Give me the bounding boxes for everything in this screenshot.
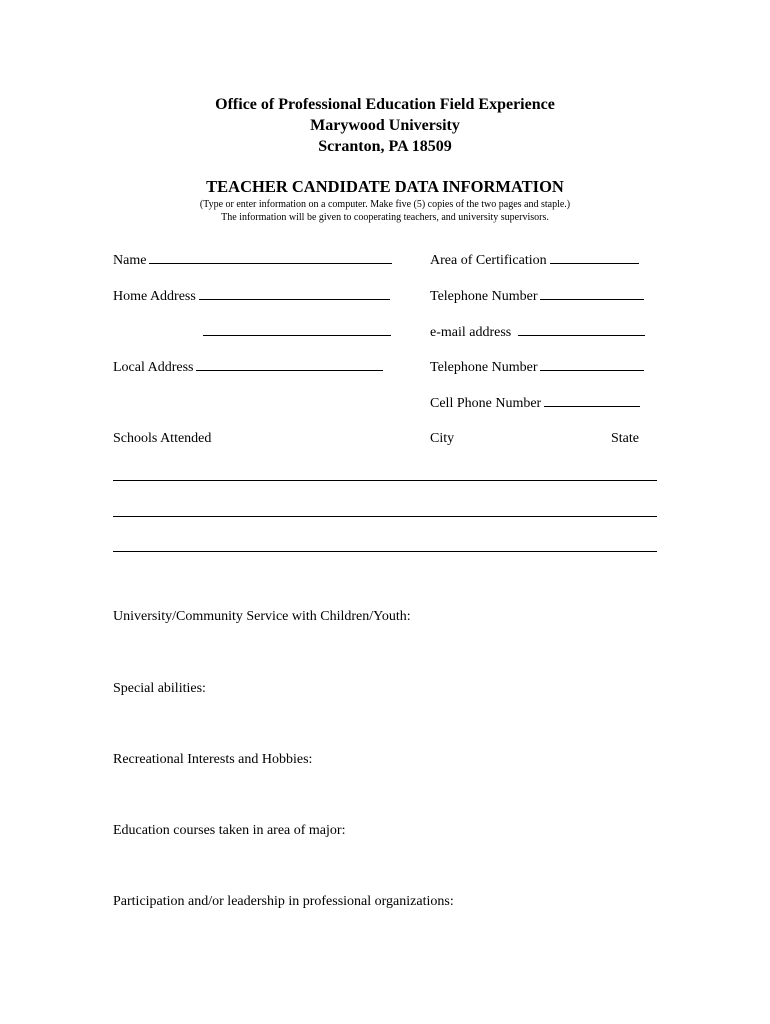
local-address-input-line[interactable]: [196, 358, 383, 371]
area-of-certification-input-line[interactable]: [550, 251, 639, 264]
cell-phone-number-label: Cell Phone Number: [430, 396, 542, 411]
name-label: Name: [113, 253, 147, 268]
email-address-input-line[interactable]: [518, 323, 645, 336]
telephone-number-input-line-2[interactable]: [540, 358, 644, 371]
schools-attended-line-2[interactable]: [113, 516, 657, 517]
community-service-label: University/Community Service with Children/Youth:: [113, 609, 411, 624]
cell-phone-number-input-line[interactable]: [544, 394, 640, 407]
telephone-number-label-2: Telephone Number: [430, 360, 538, 375]
schools-attended-label: Schools Attended: [113, 431, 212, 446]
area-of-certification-label: Area of Certification: [430, 253, 547, 268]
schools-attended-line-3[interactable]: [113, 551, 657, 552]
home-address-field[interactable]: [113, 287, 390, 306]
home-address-line-2-input[interactable]: [203, 323, 391, 336]
office-name: Office of Professional Education Field Experience: [215, 96, 555, 113]
schools-attended-line-1[interactable]: [113, 480, 657, 481]
telephone-number-input-line-1[interactable]: [540, 287, 644, 300]
name-field[interactable]: [113, 251, 392, 270]
education-courses-label: Education courses taken in area of major:: [113, 823, 346, 838]
recreational-interests-label: Recreational Interests and Hobbies:: [113, 752, 313, 767]
home-address-input-line[interactable]: [199, 287, 390, 300]
home-address-line-2[interactable]: [203, 323, 391, 342]
name-input-line[interactable]: [149, 251, 392, 264]
special-abilities-label: Special abilities:: [113, 681, 206, 696]
university-name: Marywood University: [310, 117, 460, 134]
university-location: Scranton, PA 18509: [318, 138, 452, 155]
area-of-certification-field[interactable]: [430, 251, 639, 270]
form-title: TEACHER CANDIDATE DATA INFORMATION: [206, 177, 564, 196]
professional-organizations-label: Participation and/or leadership in professional organizations:: [113, 894, 454, 909]
instructions-note: (Type or enter information on a computer. Make five (5) copies of the two pages and staple.): [199, 199, 571, 210]
state-label: State: [611, 431, 639, 446]
local-address-field[interactable]: [113, 358, 383, 377]
city-label: City: [430, 431, 455, 446]
letterhead: [0, 94, 770, 157]
home-address-label: Home Address: [113, 289, 196, 304]
distribution-note: The information will be given to cooperating teachers, and university supervisors.: [221, 212, 549, 223]
email-address-label: e-mail address: [430, 325, 512, 340]
telephone-number-field-2[interactable]: [430, 358, 644, 377]
telephone-number-field-1[interactable]: [430, 287, 644, 306]
email-address-field[interactable]: [430, 323, 645, 342]
local-address-label: Local Address: [113, 360, 194, 375]
cell-phone-number-field[interactable]: [430, 394, 640, 413]
telephone-number-label-1: Telephone Number: [430, 289, 538, 304]
